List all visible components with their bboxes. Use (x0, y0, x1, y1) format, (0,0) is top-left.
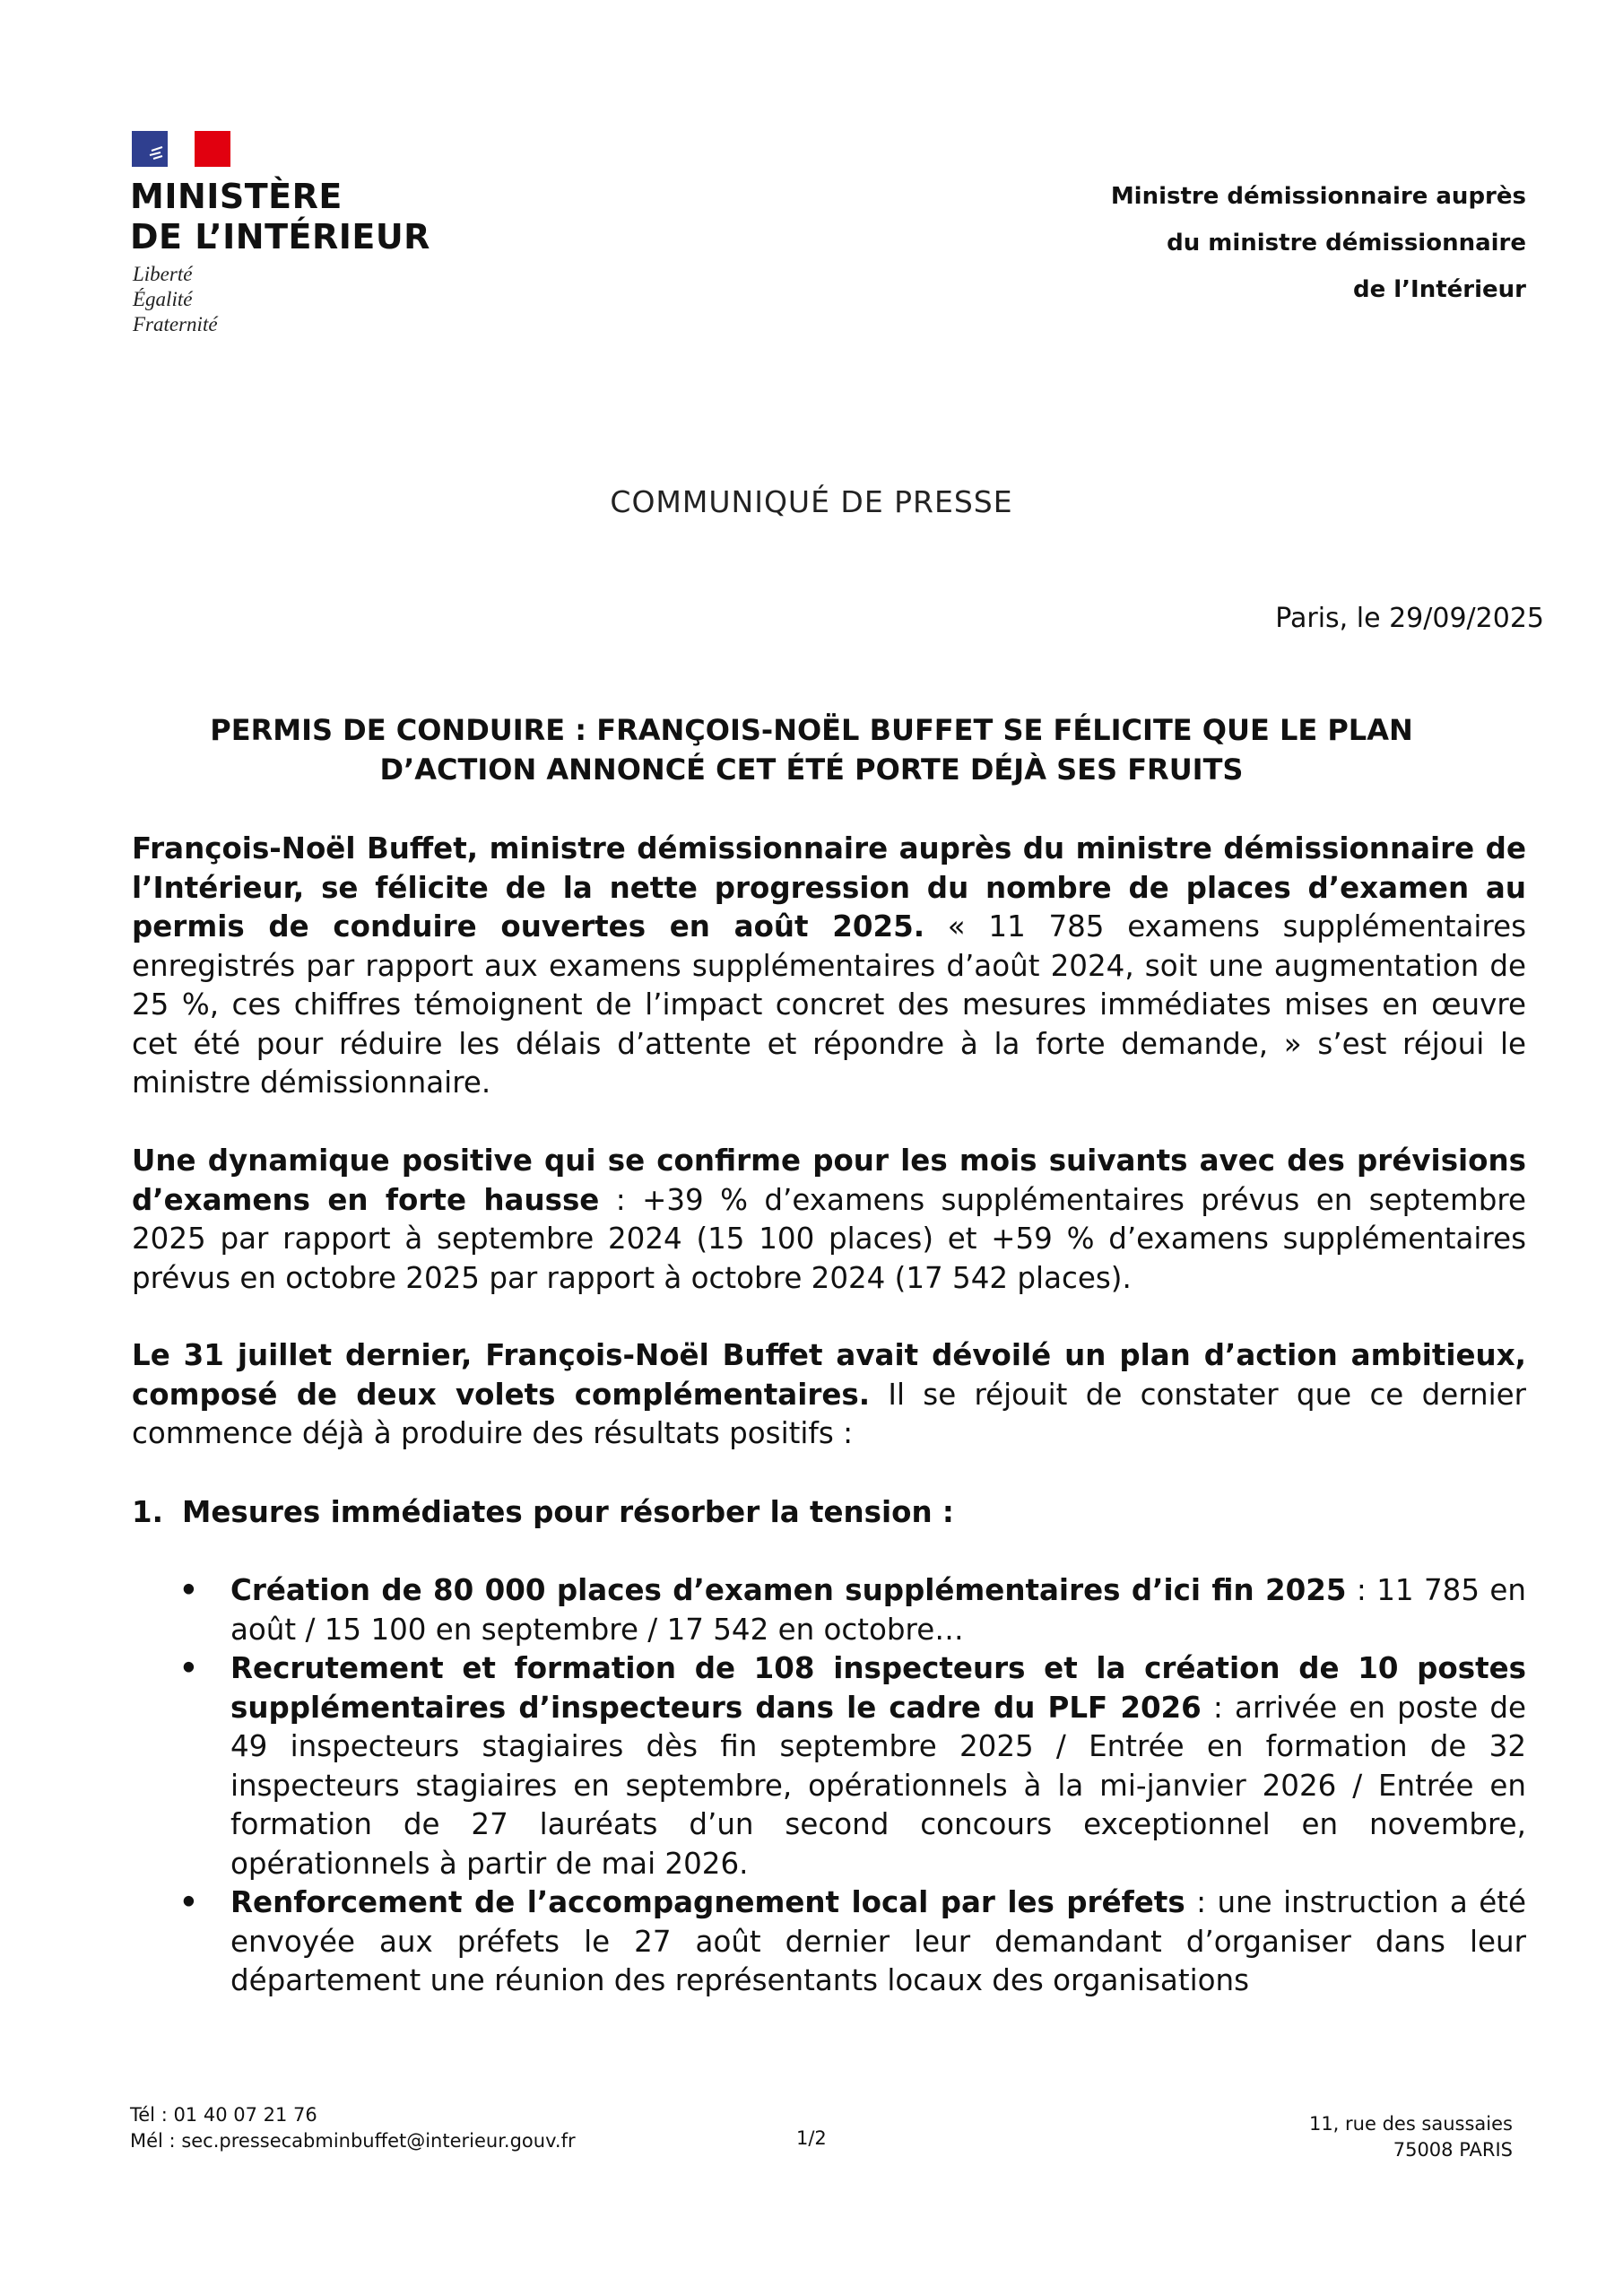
paragraph-text: Il se réjouit de constater que ce dernier commence déjà à produire des résultats positifs : (132, 1377, 1526, 1450)
section-title: Mesures immédiates pour résorber la tension : (182, 1495, 954, 1529)
measures-list (179, 1571, 1526, 2001)
footer-contact (130, 2102, 576, 2154)
paragraph-lead: Une dynamique positive qui se confirme pour les mois suivants avec des prévisions d’examens en forte hausse (132, 1144, 1526, 1217)
footer-phone: Tél : 01 40 07 21 76 (130, 2104, 317, 2126)
paragraph-action-plan (132, 1336, 1526, 1454)
sender-block (988, 173, 1526, 313)
bullet-icon: • (179, 1885, 198, 1919)
paragraph-lead: Le 31 juillet dernier, François-Noël Buffet avait dévoilé un plan d’action ambitieux, composé de deux volets complémentaires. (132, 1338, 1526, 1412)
footer-email-label: Mél : (130, 2130, 182, 2152)
dateline: Paris, le 29/09/2025 (1275, 603, 1544, 634)
list-item-lead: Recrutement et formation de 108 inspecteurs et la création de 10 postes supplémentaires d’inspecteurs dans le cadre du PLF 2026 (230, 1651, 1526, 1725)
bullet-icon: • (179, 1651, 198, 1685)
motto-liberte: Liberté (133, 263, 193, 285)
list-item-lead: Création de 80 000 places d’examen supplémentaires d’ici fin 2025 (230, 1573, 1347, 1607)
list-item (179, 1649, 1526, 1883)
footer-email-link[interactable]: sec.pressecabminbuffet@interieur.gouv.fr (181, 2130, 576, 2152)
list-item (179, 1883, 1526, 2001)
paragraph-text: « 11 785 examens supplémentaires enregistrés par rapport aux examens supplémentaires d’août 2024, soit une augmentation de 25 %, ces chiffres témoignent de l’impact concret des mesures immédiates mises en œuvre cet été pour réduire les délais d’attente et répondre à la forte demande, » s’est réjoui le ministre démissionnaire. (132, 909, 1527, 1100)
paragraph-intro (132, 830, 1526, 1103)
sender-line: Ministre démissionnaire auprès (1110, 183, 1526, 210)
footer-email-line (130, 2128, 576, 2154)
list-item-lead: Renforcement de l’accompagnement local par les préfets (230, 1885, 1185, 1919)
ministry-name-line2: DE L’INTÉRIEUR (130, 217, 430, 257)
marianne-flag-icon (132, 131, 230, 167)
motto-egalite: Égalité (133, 288, 193, 310)
document-type: COMMUNIQUÉ DE PRESSE (610, 484, 1013, 519)
section-heading (132, 1493, 954, 1533)
address-line1: 11, rue des saussaies (1308, 2113, 1513, 2135)
paragraph-lead: François-Noël Buffet, ministre démissionnaire auprès du ministre démissionnaire de l’Intérieur, se félicite de la nette progression du nombre de places d’examen au permis de conduire ouvertes en août 2025. (132, 831, 1526, 944)
list-item-text: : 11 785 en août / 15 100 en septembre / 17 542 en octobre… (230, 1573, 1526, 1647)
section-number: 1. (132, 1495, 163, 1529)
footer-address (1309, 2111, 1513, 2163)
paragraph-text: : +39 % d’examens supplémentaires prévus en septembre 2025 par rapport à septembre 2024 (15 100 places) et +59 % d’examens supplémentaires prévus en octobre 2025 par rapport à octobre 2024 (17 542 places). (132, 1182, 1526, 1295)
list-item (179, 1571, 1526, 1649)
title-line1: PERMIS DE CONDUIRE : FRANÇOIS-NOËL BUFFET SE FÉLICITE QUE LE PLAN (210, 713, 1413, 747)
list-item-text: : une instruction a été envoyée aux préfets le 27 août dernier leur demandant d’organiser dans leur département une réunion des représentants locaux des organisations (230, 1885, 1526, 1997)
list-item-text: : arrivée en poste de 49 inspecteurs stagiaires dès fin septembre 2025 / Entrée en formation de 32 inspecteurs stagiaires en septembre, opérationnels à la mi-janvier 2026 / Entrée en formation de 27 lauréats d’un second concours exceptionnel en novembre, opérationnels à partir de mai 2026. (230, 1690, 1527, 1881)
address-line2: 75008 PARIS (1393, 2139, 1513, 2161)
press-release-title (135, 710, 1488, 789)
title-line2: D’ACTION ANNONCÉ CET ÉTÉ PORTE DÉJÀ SES FRUITS (379, 752, 1244, 787)
bullet-icon: • (179, 1573, 198, 1607)
sender-line: de l’Intérieur (1352, 276, 1526, 303)
page-number: 1/2 (796, 2127, 827, 2149)
motto-fraternite: Fraternité (133, 313, 218, 335)
sender-line: du ministre démissionnaire (1167, 230, 1526, 257)
ministry-name (130, 177, 430, 257)
paragraph-forecast (132, 1142, 1526, 1298)
republic-motto (133, 262, 218, 337)
ministry-name-line1: MINISTÈRE (130, 177, 343, 216)
